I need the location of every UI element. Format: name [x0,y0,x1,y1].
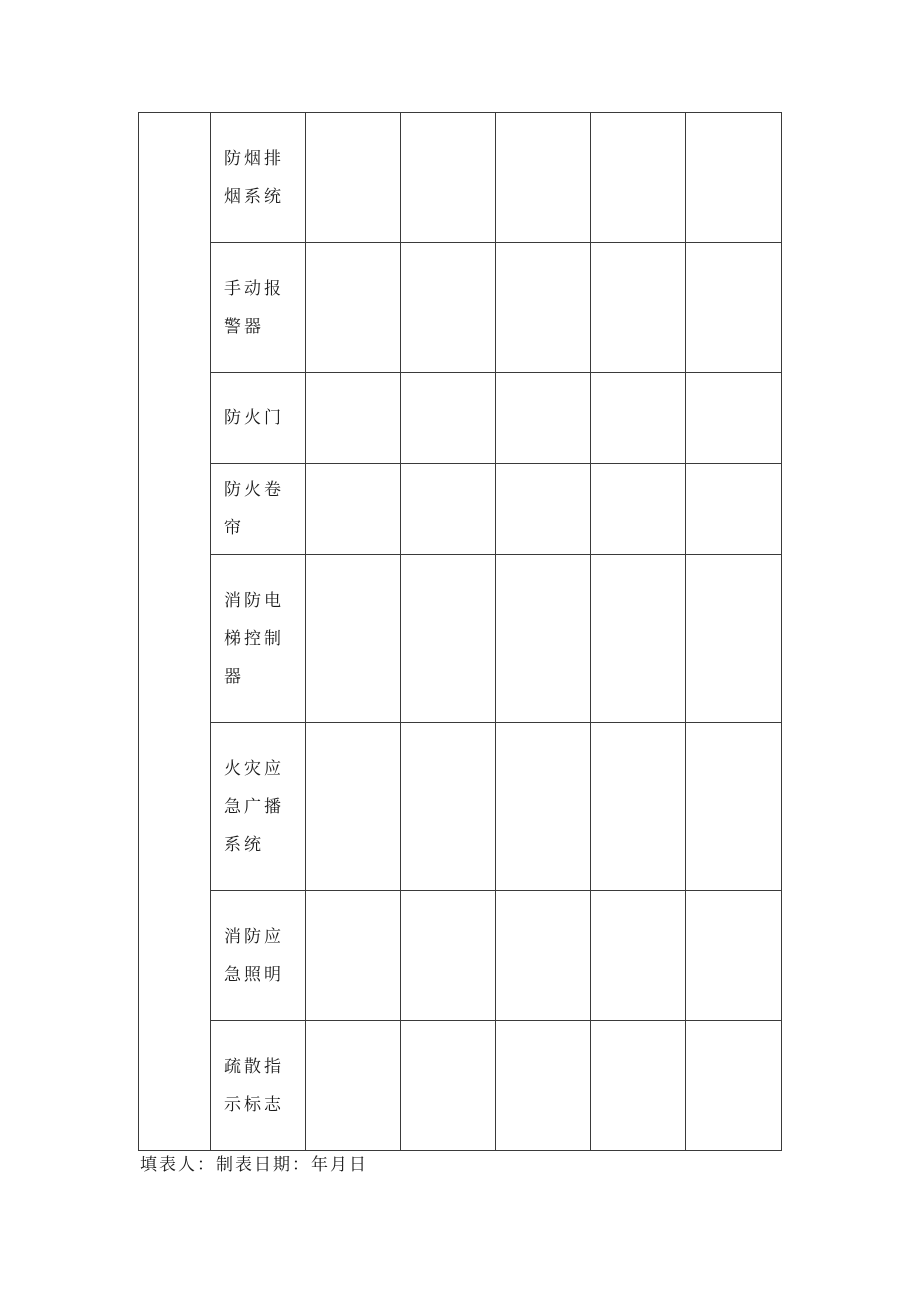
blank-cell [496,891,591,1021]
item-label: 防烟排烟系统 [211,113,306,243]
blank-cell [306,891,401,1021]
category-merged-cell [139,113,211,1151]
item-label: 消防应急照明 [211,891,306,1021]
blank-cell [496,113,591,243]
blank-cell [306,373,401,464]
blank-cell [306,113,401,243]
blank-cell [306,243,401,373]
blank-cell [591,891,686,1021]
item-label: 防火卷帘 [211,464,306,555]
blank-cell [401,723,496,891]
blank-cell [686,1021,782,1151]
blank-cell [686,723,782,891]
blank-cell [686,243,782,373]
table-row [139,723,782,891]
blank-cell [401,1021,496,1151]
blank-cell [401,555,496,723]
table-row [139,373,782,464]
blank-cell [306,555,401,723]
blank-cell [306,723,401,891]
blank-cell [686,113,782,243]
blank-cell [496,723,591,891]
inspection-table [138,112,782,1151]
blank-cell [306,464,401,555]
blank-cell [686,464,782,555]
blank-cell [496,555,591,723]
blank-cell [591,555,686,723]
blank-cell [401,464,496,555]
table-row [139,464,782,555]
blank-cell [591,243,686,373]
item-label: 火灾应急广播系统 [211,723,306,891]
item-label: 防火门 [211,373,306,464]
blank-cell [401,373,496,464]
blank-cell [591,723,686,891]
blank-cell [401,243,496,373]
blank-cell [496,243,591,373]
blank-cell [686,373,782,464]
blank-cell [496,464,591,555]
blank-cell [496,1021,591,1151]
footer-signature-line: 填表人：制表日期：年月日 [140,1155,368,1175]
blank-cell [401,113,496,243]
blank-cell [591,373,686,464]
blank-cell [591,464,686,555]
table-row [139,243,782,373]
blank-cell [686,555,782,723]
table-row [139,555,782,723]
blank-cell [496,373,591,464]
blank-cell [591,113,686,243]
blank-cell [401,891,496,1021]
table-row [139,113,782,243]
blank-cell [686,891,782,1021]
item-label: 手动报警器 [211,243,306,373]
table-row [139,1021,782,1151]
item-label: 消防电梯控制器 [211,555,306,723]
blank-cell [306,1021,401,1151]
table-row [139,891,782,1021]
blank-cell [591,1021,686,1151]
item-label: 疏散指示标志 [211,1021,306,1151]
